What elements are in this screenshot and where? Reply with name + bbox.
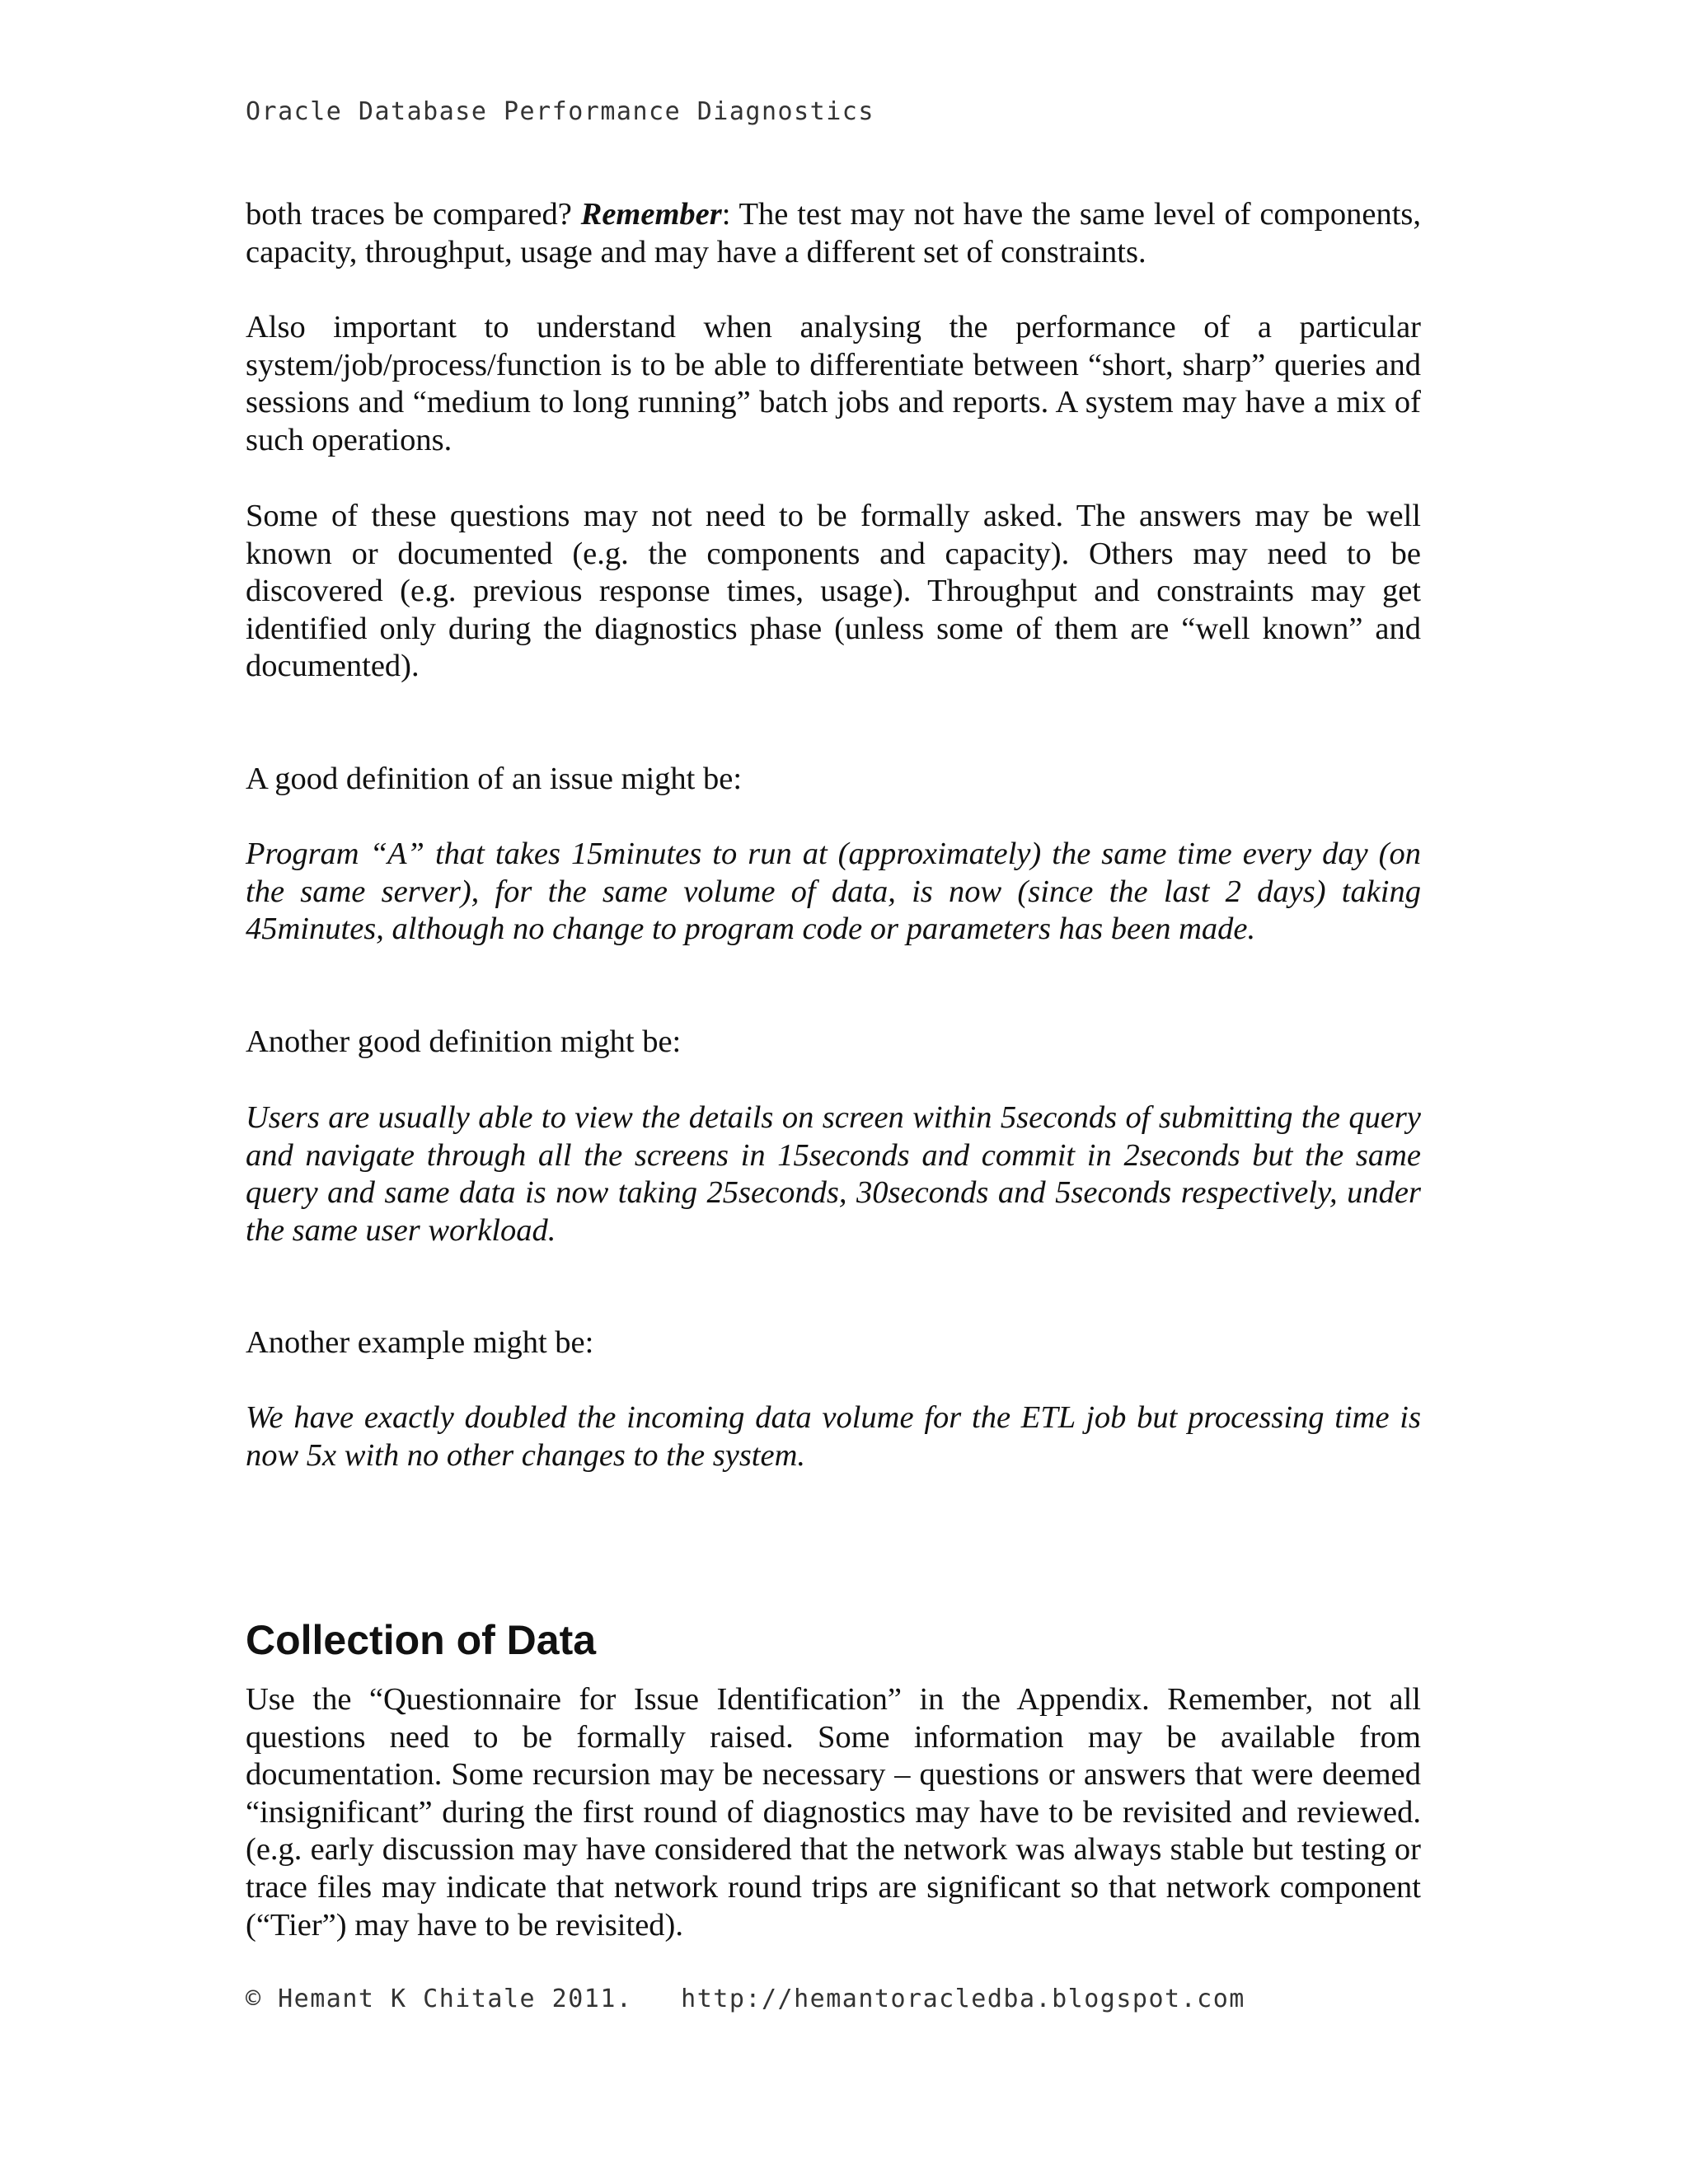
paragraph-text: : The test may not have the same level of components, capacity, throughput, usage and may have a different set of constraints. xyxy=(246,197,1421,269)
paragraph-collection-of-data: Use the “Questionnaire for Issue Identification” in the Appendix. Remember, not all questions need to be formally raised. Some information may be available from documentation. Some recursion may be necessary – questions or answers that were deemed “insignificant” during the first round of diagnostics may have to be revisited and reviewed. (e.g. early discussion may have considered that the network was always stable but testing or trace files may indicate that network round trips are significant so that network component (“Tier”) may have to be revisited). xyxy=(246,1682,1421,1943)
paragraph-another-example-intro: Another example might be: xyxy=(246,1325,594,1360)
footer-copyright: © Hemant K Chitale 2011. xyxy=(246,1985,633,2013)
paragraph-questions-formally-asked: Some of these questions may not need to be formally asked. The answers may be well known or documented (e.g. the components and capacity). Others may need to be discovered (e.g. previous response times, usage). Throughput and constraints may get identified only during the diagnostics phase (unless some of them are “well known” and documented). xyxy=(246,499,1421,684)
paragraph-good-definition-intro: A good definition of an issue might be: xyxy=(246,762,743,796)
paragraph-another-definition-intro: Another good definition might be: xyxy=(246,1024,682,1059)
footer-url: http://hemantoracledba.blogspot.com xyxy=(681,1985,1245,2013)
example-etl-volume: We have exactly doubled the incoming data volume for the ETL job but processing time is now 5x with no other changes to the system. xyxy=(246,1400,1421,1473)
section-heading-collection-of-data: Collection of Data xyxy=(246,1617,597,1663)
running-header: Oracle Database Performance Diagnostics xyxy=(246,97,874,126)
paragraph-text: both traces be compared? xyxy=(246,197,581,232)
example-program-a: Program “A” that takes 15minutes to run at (approximately) the same time every day (on the same server), for the same volume of data, is now (since the last 2 days) taking 45minutes, although no change to program code or parameters has been made. xyxy=(246,837,1421,947)
running-footer xyxy=(246,1985,1245,2013)
paragraph-short-vs-long-running: Also important to understand when analysing the performance of a particular system/job/process/function is to be able to differentiate between “short, sharp” queries and sessions and “medium to long running” batch jobs and reports. A system may have a mix of such operations. xyxy=(246,310,1421,457)
remember-emphasis: Remember xyxy=(580,197,722,232)
paragraph-traces-compared xyxy=(246,196,1421,271)
example-users-screen-response: Users are usually able to view the details on screen within 5seconds of submitting the query and navigate through all the screens in 15seconds and commit in 2seconds but the same query and same data is now taking 25seconds, 30seconds and 5seconds respectively, under the same user workload. xyxy=(246,1100,1421,1248)
